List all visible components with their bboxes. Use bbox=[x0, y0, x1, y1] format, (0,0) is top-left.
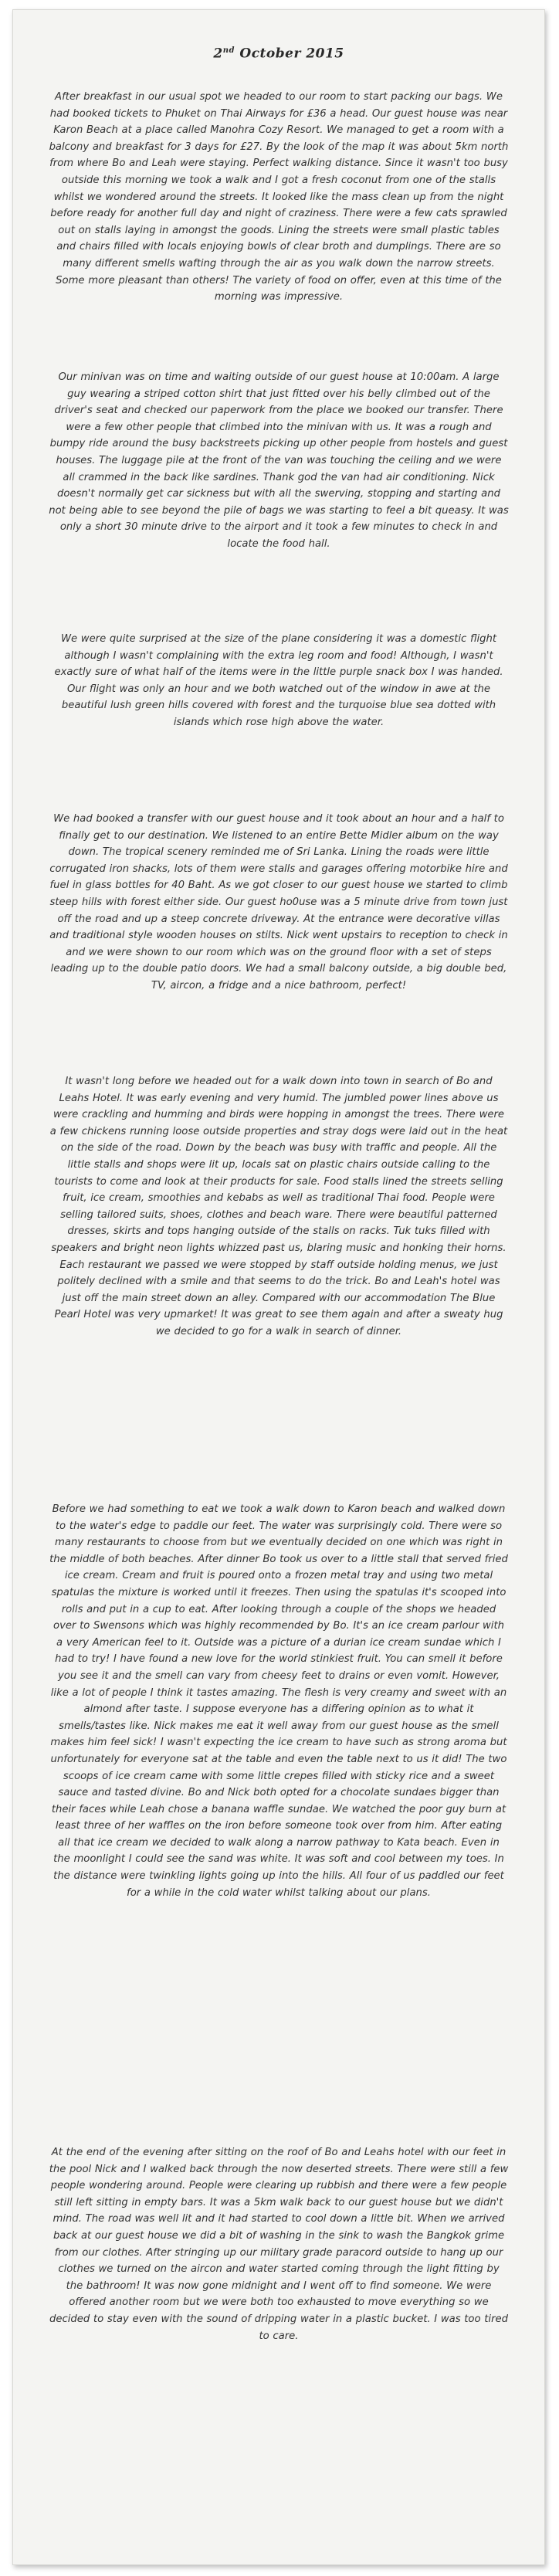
date-day: 2 bbox=[213, 46, 223, 62]
paragraph-night-return: At the end of the evening after sitting on the roof of Bo and Leahs hotel with our feet in the pool Nick and I walked back through the now deserted streets. There were still a few people wondering around. People were clearing up rubbish and there were a few people still left sitting in empty bars. It was a 5km walk back to our guest house but we didn't mind. The road was well lit and it had started to cool down a little bit. When we arrived back at our guest house we did a bit of washing in the sink to wash the Bangkok grime from our clothes. After stringing up our military grade paracord outside to hang up our clothes we turned on the aircon and water started coming through the light fitting by the bathroom! It was now gone midnight and I went off to find someone. We were offered another room but we were both too exhausted to move everything so we decided to stay even with the sound of dripping water in a plastic bucket. I was too tired to care. bbox=[49, 2147, 509, 2342]
paragraph-minivan: Our minivan was on time and waiting outside of our guest house at 10:00am. A large guy wearing a striped cotton shirt that just fitted over his belly climbed out of the driver's seat and checked our paperwork from the place we booked our transfer. There were a few other people that climbed into the minivan with us. It was a rough and bumpy ride around the busy backstreets picking up other people from hostels and guest houses. The luggage pile at the front of the van was touching the ceiling and we were all crammed in the back like sardines. Thank god the van had air conditioning. Nick doesn't normally get car sickness but with all the swerving, stopping and starting and not being able to see beyond the pile of bags we was starting to feel a bit queasy. It was only a short 30 minute drive to the airport and it took a few minutes to check in and locate the food hall. bbox=[49, 371, 509, 550]
paragraph-guest-house: We had booked a transfer with our guest house and it took about an hour and a half to finally get to our destination. We listened to an entire Bette Midler album on the way down. The tropical scenery reminded me of Sri Lanka. Lining the roads were little corrugated iron shacks, lots of them were stalls and garages offering motorbike hire and fuel in glass bottles for 40 Baht. As we got closer to our guest house we started to climb steep hills with forest either side. Our guest ho0use was a 5 minute drive from town just off the road and up a steep concrete driveway. At the entrance were decorative villas and traditional style wooden houses on stilts. Nick went upstairs to reception to check in and we were shown to our room which was on the ground floor with a set of steps leading up to the double patio doors. We had a small balcony outside, a big double bed, TV, aircon, a fridge and a nice bathroom, perfect! bbox=[49, 813, 508, 991]
journal-page bbox=[12, 9, 545, 2565]
date-month-year: October 2015 bbox=[234, 46, 344, 62]
paragraph-flight: We were quite surprised at the size of the plane considering it was a domestic flight although I wasn't complaining with the extra leg room and food! Although, I wasn't exactly sure of what half of the items were in the little purple snack box I was handed. Our flight was only an hour and we both watched out of the window in awe at the beautiful lush green hills covered with forest and the turquoise blue sea dotted with islands which rose high above the water. bbox=[54, 633, 503, 728]
paragraph-town-walk: It wasn't long before we headed out for a walk down into town in search of Bo and Leahs Hotel. It was early evening and very humid. The jumbled power lines above us were crackling and humming and birds were hopping in amongst the trees. There were a few chickens running loose outside properties and stray dogs were laid out in the heat on the side of the road. Down by the beach was busy with traffic and people. All the little stalls and shops were lit up, locals sat on plastic chairs outside calling to the tourists to come and look at their products for sale. Food stalls lined the streets selling fruit, ice cream, smoothies and kebabs as well as traditional Thai food. People were selling tailored suits, shoes, clothes and beach ware. There were beautiful patterned dresses, skirts and tops hanging outside of the stalls on racks. Tuk tuks filled with speakers and bright neon lights whizzed past us, blaring music and honking their horns. Each restaurant we passed we were stopped by staff outside holding menus, we just politely declined with a smile and that seems to do the trick. Bo and Leah's hotel was just off the main street down an alley. Compared with our accommodation The Blue Pearl Hotel was very upmarket! It was great to see them again and after a sweaty hug we decided to go for a walk in search of dinner. bbox=[49, 1076, 508, 1337]
entry-body bbox=[13, 61, 544, 2377]
paragraph-ice-cream: Before we had something to eat we took a walk down to Karon beach and walked down to the water's edge to paddle our feet. The water was surprisingly cold. There were so many restaurants to choose from but we eventually decided on one which was right in the middle of both beaches. After dinner Bo took us over to a little stall that served fried ice cream. Cream and fruit is poured onto a frozen metal tray and using two metal spatulas the mixture is worked until it freezes. Then using the spatulas it's scooped into rolls and put in a cup to eat. After looking through a couple of the shops we headed over to Swensons which was highly recommended by Bo. It's an ice cream parlour with a very American feel to it. Outside was a picture of a durian ice cream sundae which I had to try! I have found a new love for the world stinkiest fruit. You can smell it before you see it and the smell can vary from cheesy feet to drains or even vomit. However, like a lot of people I think it tastes amazing. The flesh is very creamy and sweet with an almond after taste. I suppose everyone has a differing opinion as to what it smells/tastes like. Nick makes me eat it well away from our guest house as the smell makes him feel sick! I wasn't expecting the ice cream to have such as strong aroma but unfortunately for everyone sat at the table and even the table next to us it did! The two scoops of ice cream came with some little crepes filled with sticky rice and a sweet sauce and tasted divine. Bo and Nick both opted for a chocolate sundaes bigger than their faces while Leah chose a banana waffle sundae. We watched the poor guy burn at least three of her waffles on the iron before someone took over from him. After eating all that ice cream we decided to walk along a narrow pathway to Kata beach. Even in the moonlight I could see the sand was white. It was soft and cool between my toes. In the distance were twinkling lights going up into the hills. All four of us paddled our feet for a while in the cold water whilst talking about our plans. bbox=[49, 1503, 508, 1899]
date-suffix: nd bbox=[222, 46, 235, 55]
paragraph-packing: After breakfast in our usual spot we headed to our room to start packing our bags. We had booked tickets to Phuket on Thai Airways for £36 a head. Our guest house was near Karon Beach at a place called Manohra Cozy Resort. We managed to get a room with a balcony and breakfast for 3 days for £27. By the look of the map it was about 5km north from where Bo and Leah were staying. Perfect walking distance. Since it wasn't too busy outside this morning we took a walk and I got a fresh coconut from one of the stalls whilst we wondered around the streets. It looked like the mass clean up from the night before ready for another full day and night of craziness. There were a few cats sprawled out on stalls laying in amongst the goods. Lining the streets were small plastic tables and chairs filled with locals enjoying bowls of clear broth and dumplings. There are so many different smells wafting through the air as you walk down the narrow streets. Some more pleasant than others! The variety of food on offer, even at this time of the morning was impressive. bbox=[49, 91, 509, 303]
entry-date-heading bbox=[13, 41, 544, 61]
